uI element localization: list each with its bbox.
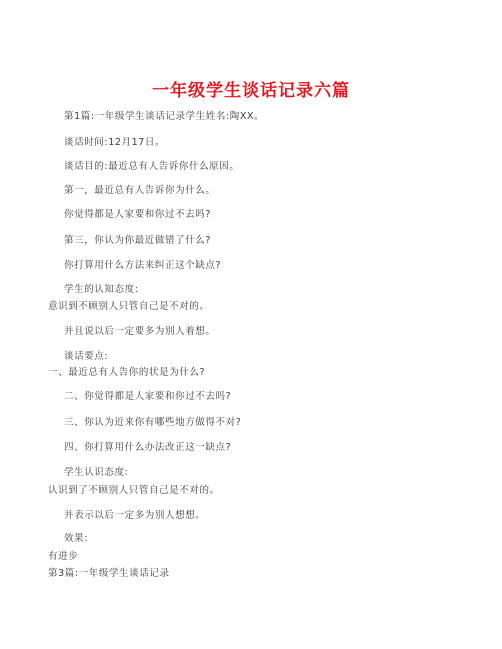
paragraph-line: 第三，你认为你最近做错了什么? (64, 235, 212, 246)
paragraph-line: 有进步 (48, 551, 79, 562)
paragraph-line: 认识到了不顾别人只管自己是不对的。 (48, 485, 220, 496)
paragraph-line: 你觉得都是人家要和你过不去吗? (64, 209, 212, 220)
paragraph-line: 三、你认为近来你有哪些地方做得不对? (64, 417, 242, 428)
paragraph-line: 意识到不顾别人只管自己是不对的。 (48, 301, 210, 312)
paragraph-line: 一、最近总有人告你的状是为什么? (48, 367, 206, 378)
paragraph-line: 谈话时间:12月17日。 (64, 137, 166, 148)
paragraph-line: 谈话要点: (64, 351, 109, 362)
paragraph-line: 学生认识态度: (64, 467, 129, 478)
paragraph-line: 第一，最近总有人告诉你为什么。 (64, 185, 216, 196)
paragraph-line: 二、你觉得都是人家要和你过不去吗? (64, 391, 232, 402)
paragraph-line: 学生的认知态度: (64, 284, 139, 295)
paragraph-line: 你打算用什么方法来纠正这个缺点? (64, 260, 222, 271)
paragraph-line: 并且说以后一定要多为别人着想。 (64, 326, 216, 337)
paragraph-line: 四、你打算用什么办法改正这一缺点? (64, 442, 232, 453)
paragraph-line: 第1篇:一年级学生谈话记录学生姓名:陶XX。 (64, 111, 265, 122)
paragraph-line: 谈话目的:最近总有人告诉你什么原因。 (64, 161, 240, 172)
document-title: 一年级学生谈话记录六篇 (152, 81, 350, 101)
paragraph-line: 并表示以后一定多为别人想想。 (64, 510, 206, 521)
paragraph-line: 效果: (64, 533, 89, 544)
paragraph-line: 第3篇:一年级学生谈话记录 (48, 568, 170, 579)
